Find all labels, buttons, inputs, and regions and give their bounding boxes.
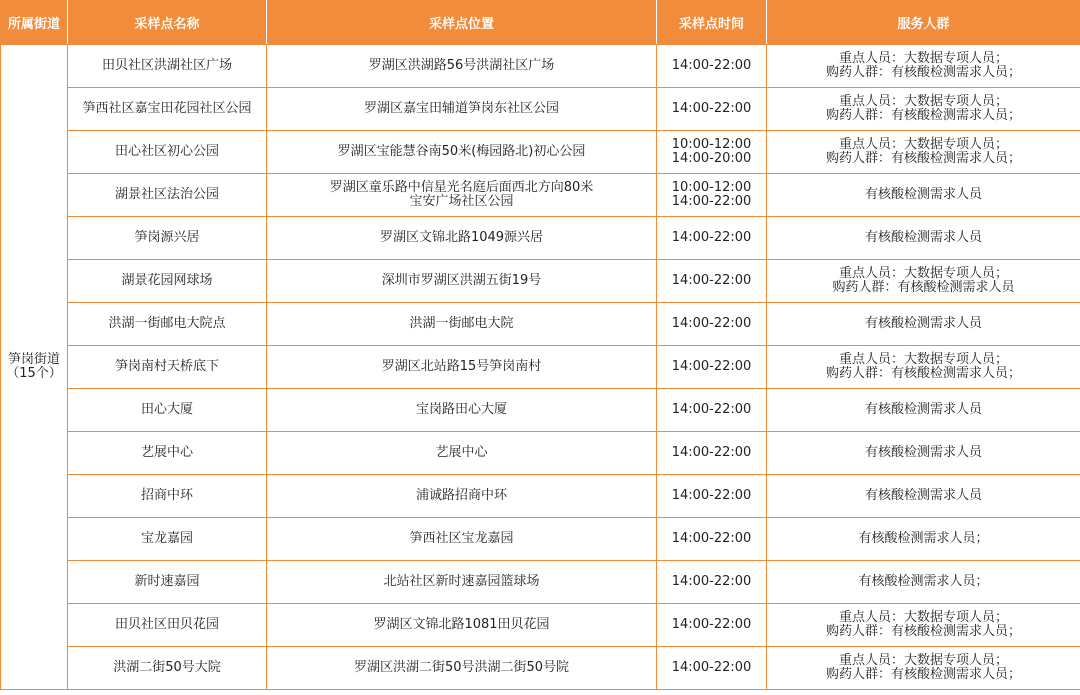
district-name: 笋岗街道 [7, 352, 60, 367]
site-name-cell: 田贝社区洪湖社区广场 [68, 45, 267, 88]
service-group-line: 有核酸检测需求人员 [864, 187, 982, 202]
site-time-line: 14:00-22:00 [671, 617, 752, 632]
site-location-line: 罗湖区文锦北路1081田贝花园 [373, 617, 550, 632]
service-group-line: 购药人群：有核酸检测需求人员； [825, 65, 1021, 80]
service-group-line: 有核酸检测需求人员 [864, 316, 982, 331]
site-time-line: 14:00-22:00 [671, 531, 752, 546]
site-location-cell [267, 303, 657, 346]
site-time-cell [657, 561, 767, 604]
site-time-line: 14:00-22:00 [671, 488, 752, 503]
table-row [1, 45, 1080, 88]
site-location-line: 罗湖区文锦北路1049源兴居 [379, 230, 544, 245]
site-time-line: 14:00-22:00 [671, 230, 752, 245]
site-time-cell [657, 389, 767, 432]
site-time-cell [657, 647, 767, 690]
site-time-line: 14:00-22:00 [671, 101, 752, 116]
service-group-line: 购药人群：有核酸检测需求人员； [825, 667, 1021, 682]
header-site-location: 采样点位置 [267, 1, 657, 45]
service-group-line: 重点人员：大数据专项人员； [838, 610, 1008, 625]
district-count: （15个） [6, 366, 62, 381]
site-time-cell [657, 88, 767, 131]
table-row [1, 475, 1080, 518]
site-location-line: 罗湖区童乐路中信星光名庭后面西北方向80米 [329, 180, 594, 195]
site-time-line: 14:00-22:00 [671, 194, 752, 209]
site-time-line: 14:00-22:00 [671, 359, 752, 374]
site-location-cell [267, 389, 657, 432]
site-name-cell: 艺展中心 [68, 432, 267, 475]
site-location-line: 罗湖区洪湖二街50号洪湖二街50号院 [353, 660, 570, 675]
district-cell [1, 45, 68, 690]
service-group-cell [767, 45, 1080, 88]
site-location-cell [267, 217, 657, 260]
table-row [1, 518, 1080, 561]
table-row [1, 389, 1080, 432]
service-group-cell [767, 432, 1080, 475]
site-name-cell: 田心大厦 [68, 389, 267, 432]
site-location-cell [267, 475, 657, 518]
table-row [1, 217, 1080, 260]
site-time-cell [657, 303, 767, 346]
site-time-cell [657, 475, 767, 518]
service-group-line: 有核酸检测需求人员 [864, 402, 982, 417]
service-group-line: 重点人员：大数据专项人员； [838, 51, 1008, 66]
site-location-line: 北站社区新时速嘉园篮球场 [383, 574, 540, 589]
service-group-line: 重点人员：大数据专项人员； [838, 137, 1008, 152]
table-row [1, 174, 1080, 217]
site-time-line: 14:00-22:00 [671, 402, 752, 417]
site-time-cell [657, 432, 767, 475]
service-group-line: 有核酸检测需求人员 [864, 445, 982, 460]
table-header [1, 1, 1080, 45]
service-group-line: 重点人员：大数据专项人员； [838, 266, 1008, 281]
header-row [1, 1, 1080, 45]
site-time-line: 14:00-22:00 [671, 273, 752, 288]
site-location-line: 艺展中心 [435, 445, 488, 460]
site-location-line: 罗湖区嘉宝田辅道笋岗东社区公园 [363, 101, 559, 116]
site-name-cell: 洪湖一街邮电大院点 [68, 303, 267, 346]
site-name-cell: 笋岗南村天桥底下 [68, 346, 267, 389]
service-group-line: 有核酸检测需求人员 [864, 488, 982, 503]
site-location-line: 罗湖区洪湖路56号洪湖社区广场 [368, 58, 555, 73]
site-location-cell [267, 604, 657, 647]
service-group-cell [767, 518, 1080, 561]
service-group-cell [767, 260, 1080, 303]
table-row [1, 303, 1080, 346]
site-name-cell: 洪湖二街50号大院 [68, 647, 267, 690]
site-location-line: 宝安广场社区公园 [409, 194, 514, 209]
table-row [1, 604, 1080, 647]
site-name-cell: 新时速嘉园 [68, 561, 267, 604]
service-group-cell [767, 389, 1080, 432]
table-row [1, 561, 1080, 604]
site-name-cell: 笋岗源兴居 [68, 217, 267, 260]
table-row [1, 432, 1080, 475]
service-group-line: 购药人群：有核酸检测需求人员； [825, 151, 1021, 166]
site-location-cell [267, 561, 657, 604]
header-service-group: 服务人群 [767, 1, 1080, 45]
table-row [1, 647, 1080, 690]
service-group-cell [767, 88, 1080, 131]
service-group-line: 有核酸检测需求人员； [858, 574, 989, 589]
header-district: 所属街道 [1, 1, 68, 45]
service-group-line: 有核酸检测需求人员 [864, 230, 982, 245]
site-name-cell: 田心社区初心公园 [68, 131, 267, 174]
service-group-cell [767, 647, 1080, 690]
service-group-cell [767, 303, 1080, 346]
site-location-cell [267, 647, 657, 690]
table-row [1, 88, 1080, 131]
site-location-cell [267, 518, 657, 561]
site-location-line: 深圳市罗湖区洪湖五街19号 [381, 273, 542, 288]
header-site-name: 采样点名称 [68, 1, 267, 45]
site-name-cell: 招商中环 [68, 475, 267, 518]
service-group-cell [767, 131, 1080, 174]
site-location-cell [267, 432, 657, 475]
table-row [1, 131, 1080, 174]
site-time-line: 14:00-20:00 [671, 151, 752, 166]
site-time-cell [657, 260, 767, 303]
service-group-line: 购药人群：有核酸检测需求人员； [825, 624, 1021, 639]
site-time-line: 10:00-12:00 [671, 180, 752, 195]
site-time-line: 14:00-22:00 [671, 316, 752, 331]
site-time-line: 14:00-22:00 [671, 660, 752, 675]
site-location-cell [267, 45, 657, 88]
site-time-line: 10:00-12:00 [671, 137, 752, 152]
site-time-cell [657, 604, 767, 647]
site-name-cell: 宝龙嘉园 [68, 518, 267, 561]
service-group-line: 有核酸检测需求人员； [858, 531, 989, 546]
site-time-cell [657, 346, 767, 389]
service-group-line: 购药人群：有核酸检测需求人员； [825, 108, 1021, 123]
service-group-line: 重点人员：大数据专项人员； [838, 352, 1008, 367]
site-name-cell: 湖景社区法治公园 [68, 174, 267, 217]
site-location-line: 浦诚路招商中环 [415, 488, 507, 503]
site-location-cell [267, 88, 657, 131]
site-time-cell [657, 131, 767, 174]
site-time-cell [657, 45, 767, 88]
service-group-cell [767, 346, 1080, 389]
service-group-line: 购药人群：有核酸检测需求人员 [832, 280, 1015, 295]
site-time-cell [657, 518, 767, 561]
site-time-cell [657, 217, 767, 260]
site-time-cell [657, 174, 767, 217]
header-site-time: 采样点时间 [657, 1, 767, 45]
service-group-line: 重点人员：大数据专项人员； [838, 653, 1008, 668]
service-group-cell [767, 604, 1080, 647]
site-location-cell [267, 260, 657, 303]
site-location-line: 笋西社区宝龙嘉园 [409, 531, 514, 546]
service-group-line: 重点人员：大数据专项人员； [838, 94, 1008, 109]
service-group-cell [767, 174, 1080, 217]
site-location-line: 宝岗路田心大厦 [415, 402, 507, 417]
service-group-line: 购药人群：有核酸检测需求人员； [825, 366, 1021, 381]
site-location-cell [267, 174, 657, 217]
site-name-cell: 笋西社区嘉宝田花园社区公园 [68, 88, 267, 131]
site-name-cell: 湖景花园网球场 [68, 260, 267, 303]
table-row [1, 346, 1080, 389]
service-group-cell [767, 217, 1080, 260]
site-location-line: 罗湖区宝能慧谷南50米(梅园路北)初心公园 [337, 144, 586, 159]
table-body [1, 45, 1080, 690]
service-group-cell [767, 561, 1080, 604]
site-location-cell [267, 131, 657, 174]
site-location-cell [267, 346, 657, 389]
site-time-line: 14:00-22:00 [671, 574, 752, 589]
site-location-line: 洪湖一街邮电大院 [409, 316, 514, 331]
site-time-line: 14:00-22:00 [671, 58, 752, 73]
table-row [1, 260, 1080, 303]
site-location-line: 罗湖区北站路15号笋岗南村 [381, 359, 542, 374]
site-time-line: 14:00-22:00 [671, 445, 752, 460]
service-group-cell [767, 475, 1080, 518]
site-name-cell: 田贝社区田贝花园 [68, 604, 267, 647]
